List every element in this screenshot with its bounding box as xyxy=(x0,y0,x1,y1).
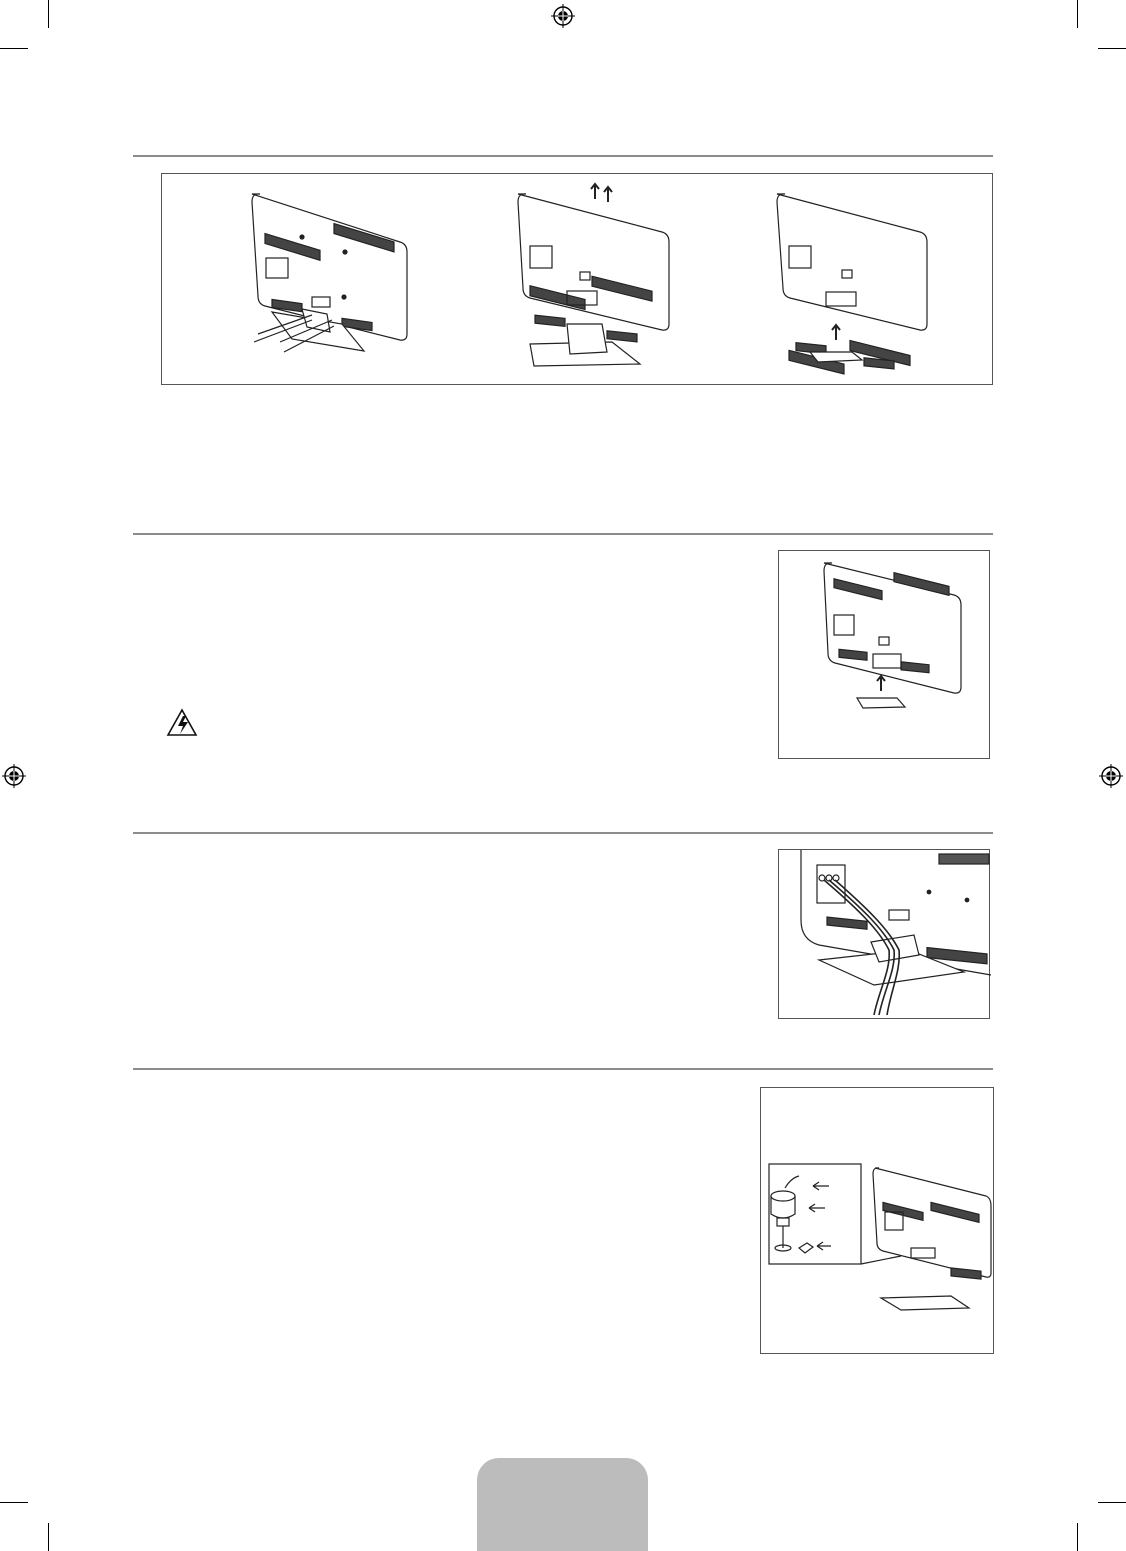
stand-guide-installation-illustration xyxy=(779,551,991,760)
wall-mount-screw-illustration xyxy=(761,1088,995,1355)
page-number-tab xyxy=(477,1458,648,1551)
cable-routing-illustration xyxy=(779,850,991,1020)
anti-fall-figure-panel xyxy=(760,1087,994,1354)
stand-guide-figure-panel xyxy=(778,550,990,759)
cable-holder-figure-panel xyxy=(778,849,990,1019)
